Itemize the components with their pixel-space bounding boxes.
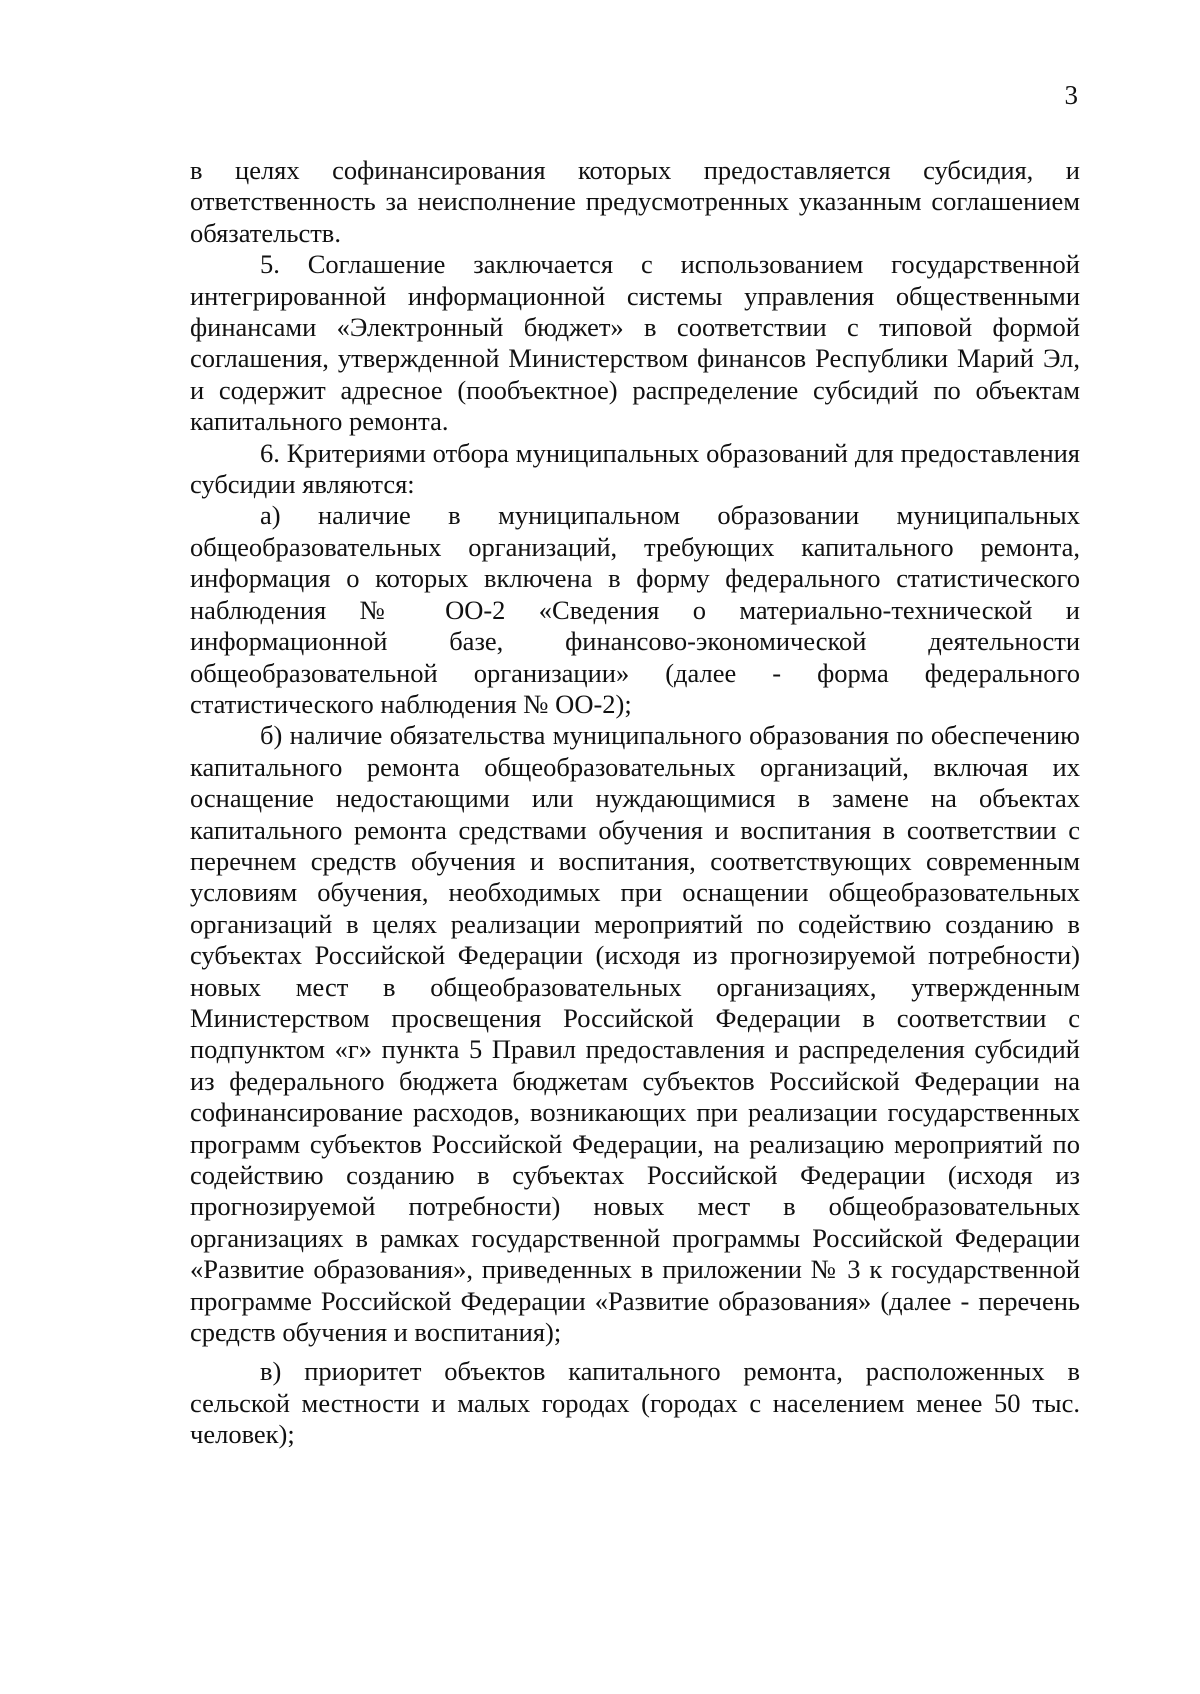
paragraph-subitem-a: а) наличие в муниципальном образовании муниципальных общеобразовательных организаций, требующих капитального ремонта, информация о которых включена в форму федерального статистического наблюдения № ОО-2 «Сведения о материально-технической и информационной базе, финансово-экономической деятельности общеобразовательной организации» (далее - форма федерального статистического наблюдения № ОО-2); — [190, 500, 1080, 719]
paragraph-item-6: 6. Критериями отбора муниципальных образований для предоставления субсидии являются: — [190, 437, 1080, 500]
paragraph-subitem-v: в) приоритет объектов капитального ремонта, расположенных в сельской местности и малых городах (городах с населением менее 50 тыс. человек); — [190, 1356, 1080, 1450]
document-body — [190, 155, 1080, 1451]
paragraph-item-5: 5. Соглашение заключается с использованием государственной интегрированной информационной системы управления общественными финансами «Электронный бюджет» в соответствии с типовой формой соглашения, утвержденной Министерством финансов Республики Марий Эл, и содержит адресное (пообъектное) распределение субсидий по объектам капитального ремонта. — [190, 249, 1080, 437]
page-number: 3 — [1064, 80, 1078, 110]
paragraph-continuation: в целях софинансирования которых предоставляется субсидия, и ответственность за неисполнение предусмотренных указанным соглашением обязательств. — [190, 155, 1080, 248]
paragraph-subitem-b: б) наличие обязательства муниципального образования по обеспечению капитального ремонта общеобразовательных организаций, включая их оснащение недостающими или нуждающимися в замене на объектах капитального ремонта средствами обучения и воспитания в соответствии с перечнем средств обучения и воспитания, соответствующих современным условиям обучения, необходимых при оснащении общеобразовательных организаций в целях реализации мероприятий по содействию созданию в субъектах Российской Федерации (исходя из прогнозируемой потребности) новых мест в общеобразовательных организациях, утвержденным Министерством просвещения Российской Федерации в соответствии с подпунктом «г» пункта 5 Правил предоставления и распределения субсидий из федерального бюджета бюджетам субъектов Российской Федерации на софинансирование расходов, возникающих при реализации государственных программ субъектов Российской Федерации, на реализацию мероприятий по содействию созданию в субъектах Российской Федерации (исходя из прогнозируемой потребности) новых мест в общеобразовательных организациях в рамках государственной программы Российской Федерации «Развитие образования», приведенных в приложении № 3 к государственной программе Российской Федерации «Развитие образования» (далее - перечень средств обучения и воспитания); — [190, 720, 1080, 1348]
